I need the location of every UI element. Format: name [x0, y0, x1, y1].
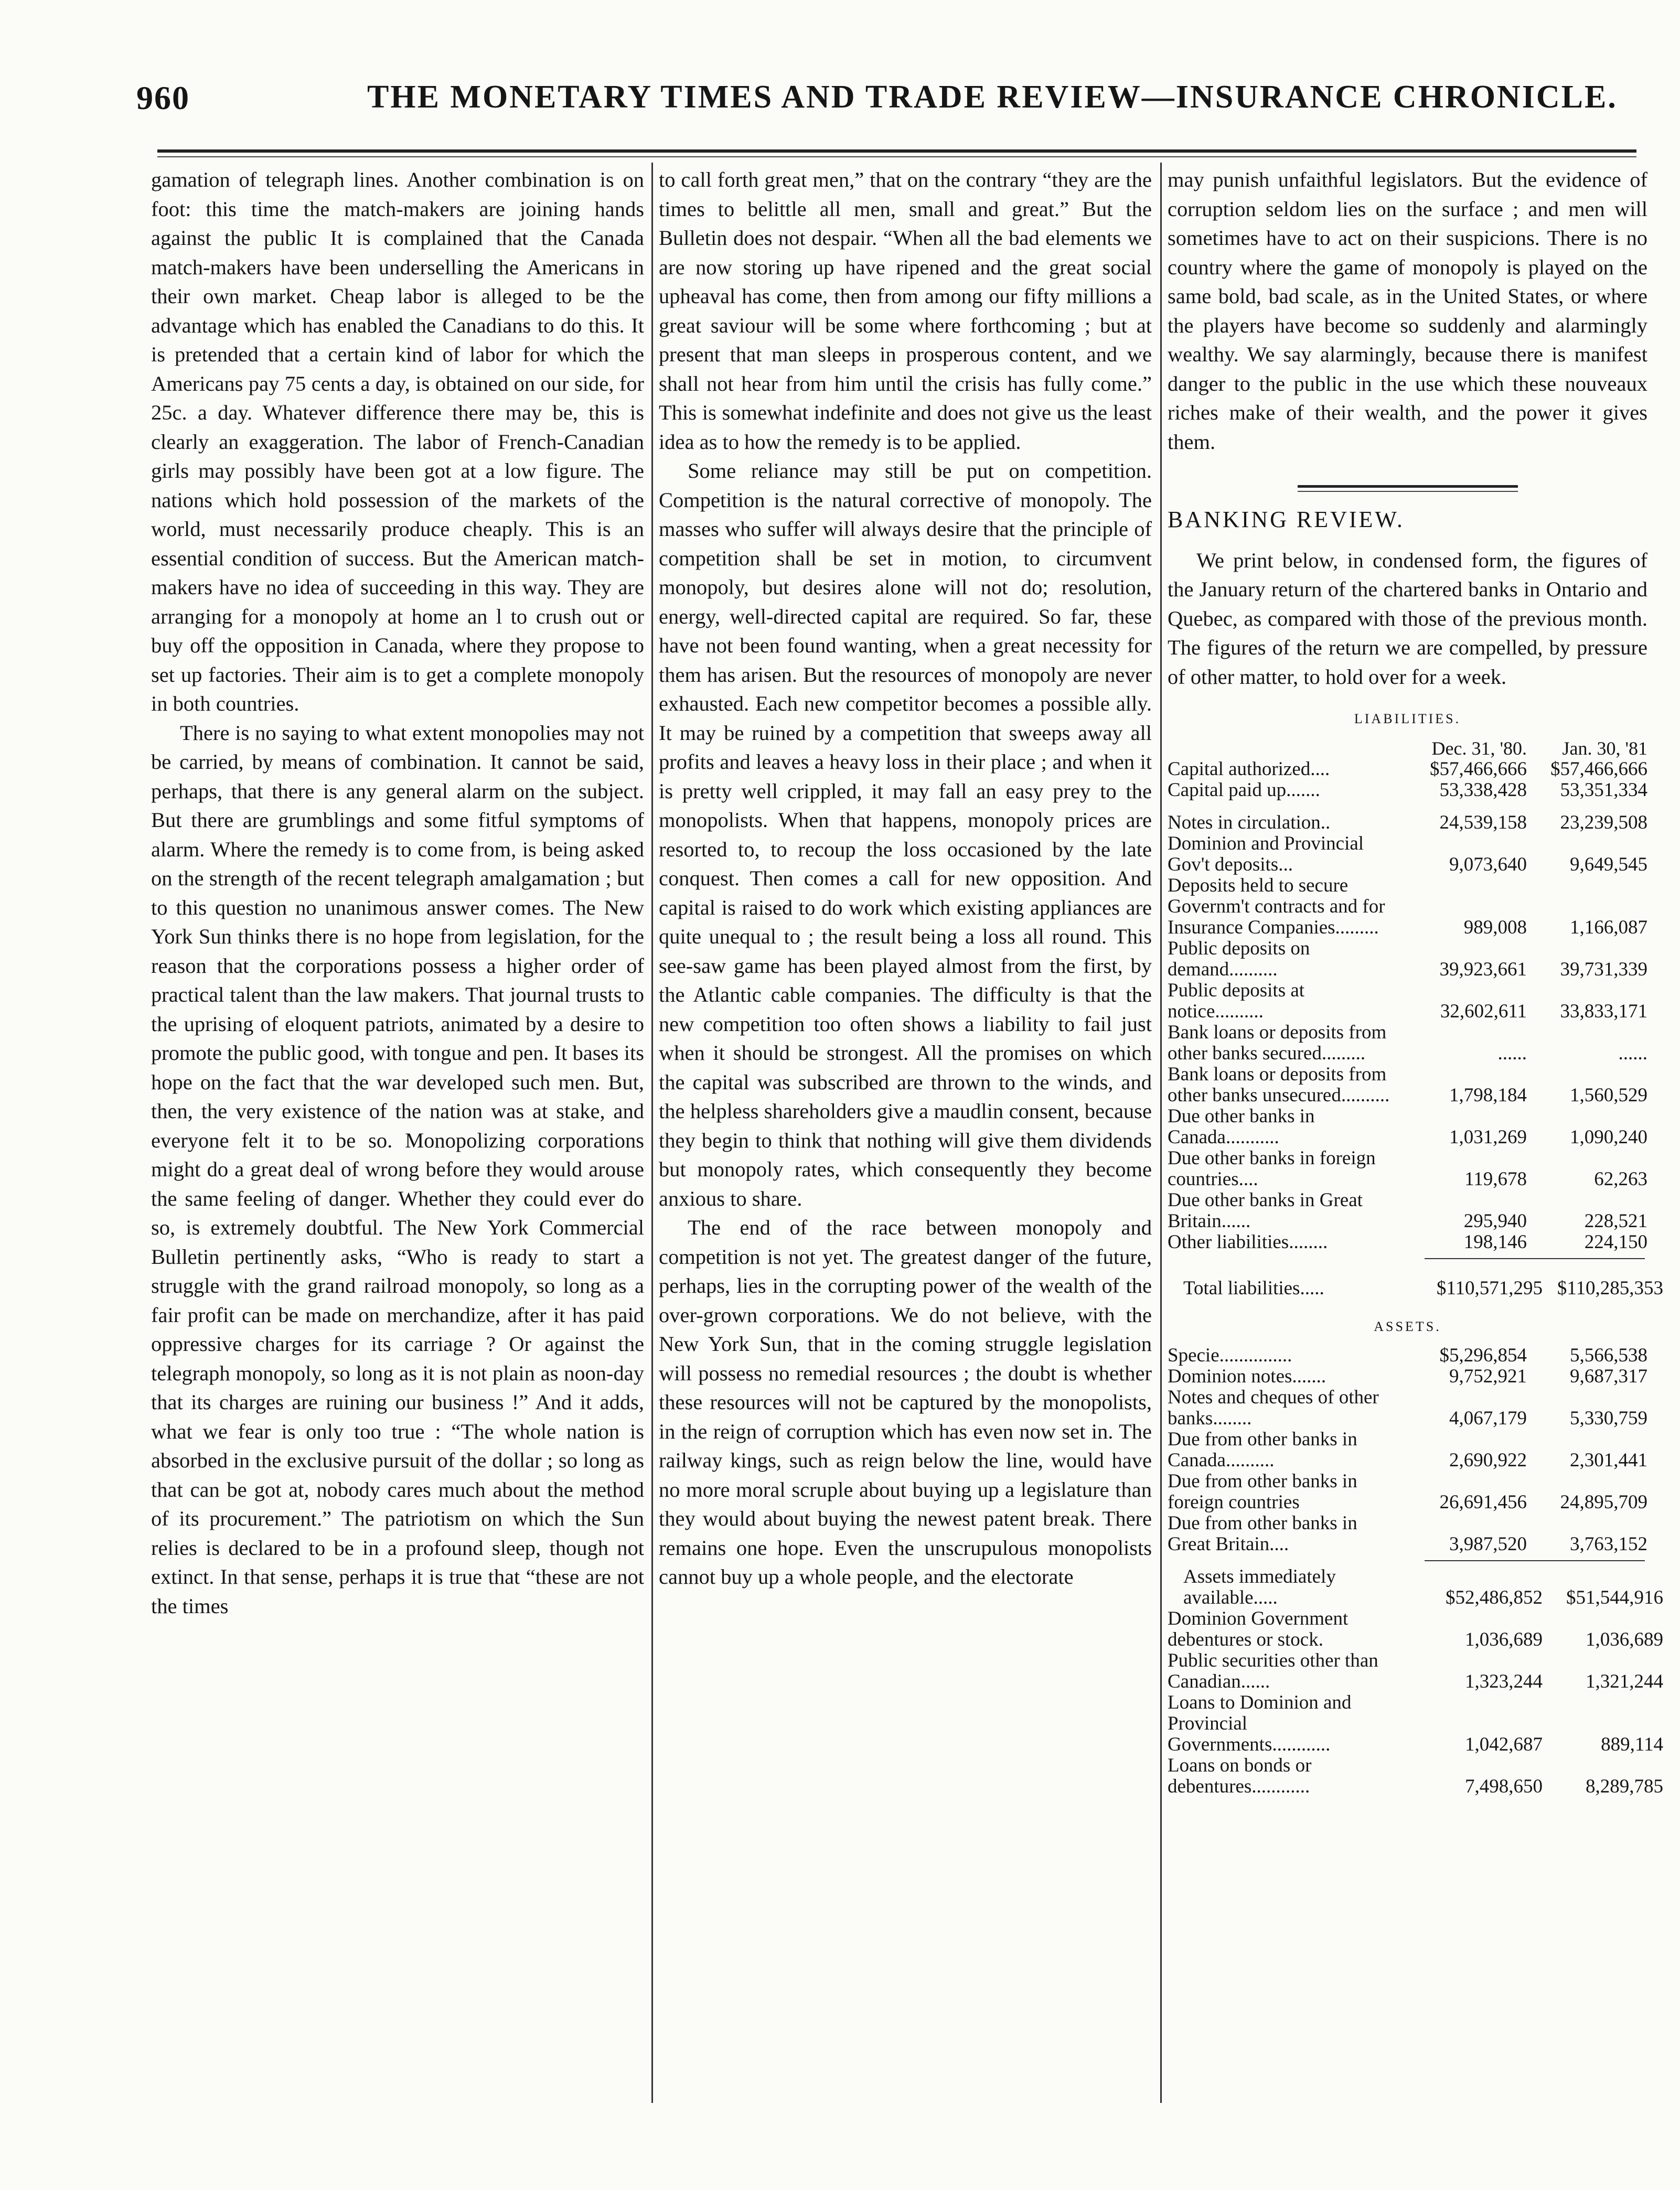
- table-row: [1168, 1366, 1647, 1387]
- sum-rule: [1425, 1560, 1645, 1561]
- value-dec: 32,602,611: [1440, 1000, 1527, 1022]
- row-label: Capital paid up.......: [1168, 779, 1320, 801]
- assets-more-table: [1168, 1566, 1663, 1797]
- value-jan: 5,566,538: [1570, 1345, 1647, 1366]
- table-row: [1168, 1755, 1663, 1797]
- row-label: Total liabilities.....: [1183, 1277, 1324, 1299]
- table-row: [1168, 1650, 1663, 1692]
- table-row: [1168, 1022, 1647, 1064]
- row-label: Public deposits on demand..........: [1168, 938, 1310, 980]
- value-jan: 1,321,244: [1586, 1671, 1663, 1692]
- table-row: [1168, 780, 1647, 801]
- section-heading: BANKING REVIEW.: [1168, 507, 1405, 532]
- row-label: Loans to Dominion and Provincial Governments............: [1168, 1692, 1352, 1755]
- article-paragraph: Some reliance may still be put on competition. Competition is the natural corrective of monopoly. The masses who suffer will always desire that the principle of competition shall be set in motion, to circumvent monopoly, but desires alone will not do; resolution, energy, well-directed capital are required. So far, these have not been found wanting, when a great necessity for them has arisen. But the resources of monopoly are never exhausted. Each new competitor becomes a possible ally. It may be ruined by a competition that sweeps away all profits and leaves a heavy loss in their place ; and when it is pretty well crippled, it may fall an easy prey to the monopolists. When that happens, monopoly prices are resorted to, to recoup the loss occasioned by the late conquest. Then comes a call for new opposition. And capital is raised to do work which existing appliances are quite unequal to ; the result being a loss all round. This see-saw game has been played almost from the first, by the Atlantic cable companies. The difficulty is that the new competition too often shows a liability to fail just when it should be strongest. All the promises on which the capital was subscribed are thrown to the winds, and the helpless shareholders give a maudlin consent, because they begin to think that nothing will give them dividends but monopoly rates, which consequently they become anxious to share.: [659, 459, 1152, 1210]
- row-label: Due other banks in foreign countries....: [1168, 1147, 1376, 1190]
- value-dec: 198,146: [1463, 1231, 1527, 1253]
- journal-title: THE MONETARY TIMES AND TRADE REVIEW—INSURANCE CHRONICLE.: [367, 79, 1618, 115]
- row-label: Dominion notes.......: [1168, 1366, 1326, 1387]
- table-row: [1168, 759, 1647, 780]
- row-label: Assets immediately available.....: [1183, 1566, 1336, 1608]
- table-row: [1168, 938, 1647, 980]
- value-dec: $5,296,854: [1439, 1345, 1527, 1366]
- table-row: [1168, 1692, 1663, 1755]
- value-jan: 2,301,441: [1570, 1450, 1647, 1471]
- assets-table: [1168, 1345, 1647, 1555]
- value-dec: 295,940: [1463, 1210, 1527, 1232]
- value-dec: 9,752,921: [1449, 1366, 1527, 1387]
- column-header: Dec. 31, '80.: [1431, 737, 1527, 759]
- table-header-row: [1168, 738, 1647, 759]
- value-jan: ......: [1618, 1042, 1647, 1064]
- row-label: Dominion Government debentures or stock.: [1168, 1608, 1349, 1650]
- value-jan: 224,150: [1584, 1231, 1647, 1253]
- column-header: Jan. 30, '81: [1562, 737, 1647, 759]
- value-dec: 53,338,428: [1439, 779, 1527, 801]
- article-paragraph: to call forth great men,” that on the contrary “they are the times to belittle all men, small and great.” But the Bulletin does not despair. “When all the bad elements we are now storing up have ripened and the great social upheaval has come, then from among our fifty millions a great saviour will be some where forthcoming ; but at present that man sleeps in prosperous content, and we shall not hear from him until the crisis has fully come.” This is somewhat indefinite and does not give us the least idea as to how the remedy is to be applied.: [659, 168, 1152, 454]
- table-row: [1168, 1148, 1647, 1190]
- value-dec: $110,571,295: [1436, 1277, 1543, 1299]
- page-number: 960: [136, 79, 190, 116]
- row-label: Deposits held to secure Governm't contracts and for Insurance Companies.........: [1168, 875, 1385, 938]
- value-jan: 3,763,152: [1570, 1533, 1647, 1555]
- table-row: [1168, 1345, 1647, 1366]
- value-dec: $57,466,666: [1430, 758, 1527, 780]
- row-label: Bank loans or deposits from other banks unsecured..........: [1168, 1064, 1390, 1106]
- table-row: [1168, 875, 1647, 938]
- row-label: Due from other banks in Canada..........: [1168, 1429, 1357, 1471]
- value-dec: 989,008: [1463, 916, 1527, 938]
- value-dec: 119,678: [1464, 1168, 1527, 1190]
- article-column-3: [1168, 165, 1663, 1797]
- section-rule: [1298, 485, 1518, 492]
- column-divider: [1160, 163, 1162, 2103]
- value-dec: 1,042,687: [1465, 1734, 1543, 1755]
- value-dec: 3,987,520: [1449, 1533, 1527, 1555]
- table-row: [1168, 1064, 1647, 1106]
- liabilities-table: [1168, 738, 1647, 1253]
- table-row: [1168, 801, 1647, 833]
- value-dec: $52,486,852: [1446, 1587, 1543, 1608]
- value-dec: 9,073,640: [1449, 853, 1527, 875]
- row-label: Bank loans or deposits from other banks secured.........: [1168, 1022, 1387, 1064]
- table-row: [1168, 1232, 1647, 1253]
- table-row: [1168, 833, 1647, 875]
- value-dec: 4,067,179: [1449, 1408, 1527, 1429]
- row-label: Due other banks in Great Britain......: [1168, 1189, 1363, 1232]
- value-dec: ......: [1497, 1042, 1527, 1064]
- table-row: [1168, 1566, 1663, 1608]
- value-jan: 1,166,087: [1570, 916, 1647, 938]
- assets-caption: ASSETS.: [1374, 1318, 1441, 1334]
- value-jan: 9,687,317: [1570, 1366, 1647, 1387]
- article-paragraph: There is no saying to what extent monopolies may not be carried, by means of combination. It cannot be said, perhaps, that there is any general alarm on the subject. But there are grumblings and some fitful symptoms of alarm. Where the remedy is to come from, is being asked on the strength of the recent telegraph amalgamation ; but to this question no unanimous answer comes. The New York Sun thinks there is no hope from legislation, for the reason that the corporations possess a higher order of practical talent than the law makers. That journal trusts to the uprising of eloquent patriots, animated by a desire to promote the public good, with tongue and pen. It bases its hope on the fact that the war developed such men. But, then, the very existence of the nation was at stake, and everyone felt it to be so. Monopolizing corporations might do a great deal of wrong before they would arouse the same feeling of danger. Whether they could ever do so, is extremely doubtful. The New York Commercial Bulletin pertinently asks, “Who is ready to start a struggle with the grand railroad monopoly, so long as a fair profit can be made on merchandize, after it has paid oppressive charges for its carriage ? Or against the telegraph monopoly, so long as it is not plain as noon-day that its charges are ruining our business !” And it adds, what we fear is only too true : “The whole nation is absorbed in the exclusive pursuit of the dollar ; so long as that can be got at, nobody cares much about the method of its procurement.” The patriotism on which the Sun relies is declared to be in a profound sleep, though not extinct. In that sense, perhaps it is true that “these are not the times: [151, 721, 644, 1618]
- value-jan: 9,649,545: [1570, 853, 1647, 875]
- value-jan: 5,330,759: [1570, 1408, 1647, 1429]
- table-row: [1168, 1190, 1647, 1232]
- value-jan: 23,239,508: [1560, 811, 1647, 833]
- table-row: [1168, 1471, 1647, 1513]
- value-jan: 1,090,240: [1570, 1126, 1647, 1148]
- article-column-1: [151, 165, 644, 1620]
- value-jan: 24,895,709: [1560, 1491, 1647, 1513]
- value-dec: 1,036,689: [1465, 1629, 1543, 1650]
- value-dec: 7,498,650: [1465, 1776, 1543, 1797]
- value-jan: 1,036,689: [1586, 1629, 1663, 1650]
- row-label: Other liabilities........: [1168, 1231, 1328, 1253]
- table-row: [1168, 1106, 1647, 1148]
- table-row: [1168, 1264, 1663, 1299]
- table-row: [1168, 1513, 1647, 1555]
- article-paragraph: may punish unfaithful legislators. But the evidence of corruption seldom lies on the surface ; and men will sometimes have to act on their suspicions. There is no country where the game of monopoly is played on the same bold, bad scale, as in the United States, or where the players have become so suddenly and alarmingly wealthy. We say alarmingly, because there is manifest danger to the public in the use which these nouveaux riches make of their wealth, and the power it gives them.: [1168, 168, 1647, 454]
- column-divider: [651, 163, 653, 2103]
- article-column-2: [659, 165, 1152, 1592]
- value-dec: 39,923,661: [1439, 958, 1527, 980]
- row-label: Due from other banks in foreign countries: [1168, 1471, 1357, 1513]
- value-jan: 889,114: [1601, 1734, 1663, 1755]
- value-jan: 62,263: [1594, 1168, 1647, 1190]
- table-row: [1168, 1429, 1647, 1471]
- value-dec: 2,690,922: [1449, 1450, 1527, 1471]
- row-label: Capital authorized....: [1168, 758, 1330, 780]
- value-dec: 1,031,269: [1449, 1126, 1527, 1148]
- value-jan: 228,521: [1584, 1210, 1647, 1232]
- banking-intro: We print below, in condensed form, the figures of the January return of the chartered banks in Ontario and Quebec, as compared with those of the previous month. The figures of the return we are compelled, by pressure of other matter, to hold over for a week.: [1168, 548, 1647, 689]
- row-label: Dominion and Provincial Gov't deposits...: [1168, 833, 1364, 875]
- value-jan: 1,560,529: [1570, 1084, 1647, 1106]
- value-dec: 26,691,456: [1439, 1491, 1527, 1513]
- row-label: Notes and cheques of other banks........: [1168, 1387, 1379, 1429]
- header-rule-thin: [157, 156, 1636, 157]
- value-jan: $57,466,666: [1550, 758, 1647, 780]
- value-jan: $110,285,353: [1557, 1277, 1663, 1299]
- liabilities-caption: LIABILITIES.: [1354, 711, 1461, 726]
- row-label: Loans on bonds or debentures............: [1168, 1755, 1312, 1797]
- row-label: Public deposits at notice..........: [1168, 980, 1305, 1022]
- article-paragraph: The end of the race between monopoly and competition is not yet. The greatest danger of the future, perhaps, lies in the corrupting power of the wealth of the over-grown corporations. We do not believe, with the New York Sun, that in the coming struggle legislation will possess no remedial resources ; the doubt is whether these resources will not be captured by the monopolists, in the reign of corruption which has even now set in. The railway kings, such as reign below the line, would have no more moral scruple about buying up a legislature than they would about buying the newest patent break. There remains one hope. Even the unscrupulous monopolists cannot buy up a whole people, and the electorate: [659, 1216, 1152, 1588]
- value-dec: 1,798,184: [1449, 1084, 1527, 1106]
- row-label: Due from other banks in Great Britain....: [1168, 1513, 1357, 1555]
- row-label: Specie...............: [1168, 1345, 1292, 1366]
- page-header: [136, 79, 1647, 136]
- sum-rule: [1425, 1258, 1645, 1259]
- value-jan: 39,731,339: [1560, 958, 1647, 980]
- table-row: [1168, 1608, 1663, 1650]
- value-jan: $51,544,916: [1566, 1587, 1663, 1608]
- header-rule: [157, 149, 1636, 153]
- article-paragraph: gamation of telegraph lines. Another combination is on foot: this time the match-makers are joining hands against the public It is complained that the Canada match-makers have been underselling the Americans in their own market. Cheap labor is alleged to be the advantage which has enabled the Canadians to do this. It is pretended that a certain kind of labor for which the Americans pay 75 cents a day, is obtained on our side, for 25c. a day. Whatever difference there may be, this is clearly an exaggeration. The labor of French-Canadian girls may possibly have been got at a low figure. The nations which hold possession of the markets of the world, must necessarily produce cheaply. This is an essential condition of success. But the American match-makers have no idea of succeeding in this way. They are arranging for a monopoly at home an l to crush out or buy off the opposition in Canada, where they propose to set up factories. Their aim is to get a complete monopoly in both countries.: [151, 168, 644, 715]
- value-dec: 1,323,244: [1465, 1671, 1543, 1692]
- row-label: Notes in circulation..: [1168, 811, 1331, 833]
- table-row: [1168, 1387, 1647, 1429]
- value-jan: 8,289,785: [1586, 1776, 1663, 1797]
- value-jan: 33,833,171: [1560, 1000, 1647, 1022]
- row-label: Due other banks in Canada...........: [1168, 1105, 1315, 1148]
- value-jan: 53,351,334: [1560, 779, 1647, 801]
- table-row: [1168, 980, 1647, 1022]
- value-dec: 24,539,158: [1439, 811, 1527, 833]
- row-label: Public securities other than Canadian......: [1168, 1650, 1378, 1692]
- liabilities-total-table: [1168, 1264, 1663, 1299]
